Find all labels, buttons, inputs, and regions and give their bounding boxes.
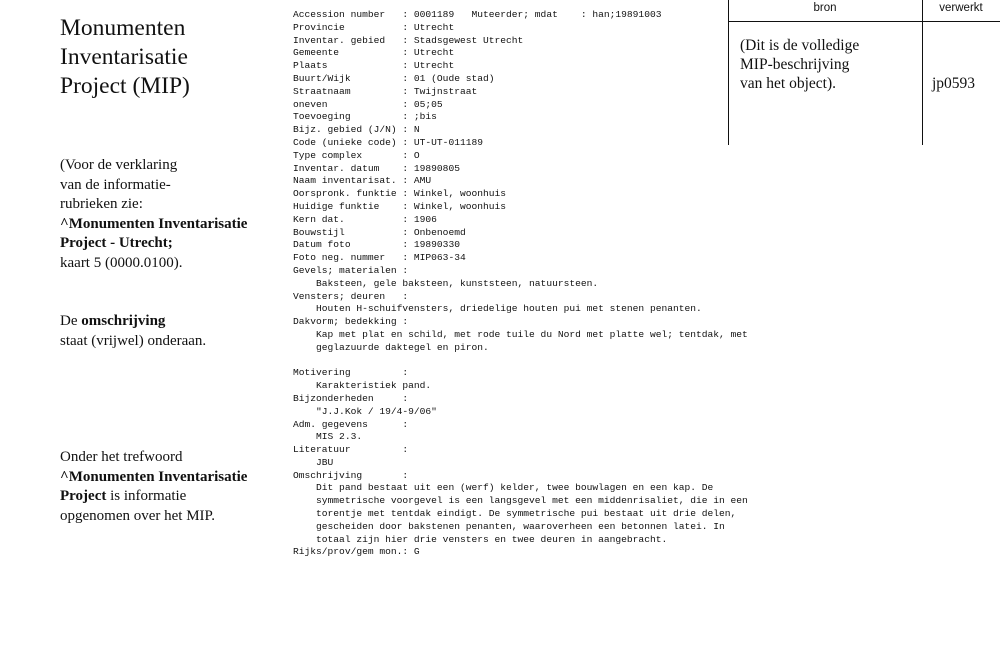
record-line: JBU xyxy=(293,456,334,468)
record-line: Gemeente : Utrecht xyxy=(293,47,455,59)
verwerkt-cell: jp0593 xyxy=(932,75,976,92)
note-line: van de informatie- xyxy=(60,176,171,193)
record-line: Straatnaam : Twijnstraat xyxy=(293,85,478,97)
record-line: Provincie : Utrecht xyxy=(293,21,455,33)
note-text: De xyxy=(60,313,82,329)
record-line: geglazuurde daktegel en piron. xyxy=(293,341,489,353)
record-line: Motivering : xyxy=(293,367,409,379)
side-table xyxy=(728,0,1000,145)
record-line: MIS 2.3. xyxy=(293,431,363,443)
record-line: Literatuur : xyxy=(293,444,409,456)
note-line xyxy=(60,487,285,507)
description-note xyxy=(60,312,285,351)
table-header-rule xyxy=(728,21,1000,22)
record-line: Inventar. gebied : Stadsgewest Utrecht xyxy=(293,34,524,46)
record-line: symmetrische voorgevel is een langsgevel met een middenrisaliet, die in een xyxy=(293,495,748,507)
note-line: rubrieken zie: xyxy=(60,196,143,212)
record-line: Bouwstijl : Onbenoemd xyxy=(293,226,466,238)
record-line: Foto neg. nummer : MIP063-34 xyxy=(293,252,466,264)
note-line xyxy=(60,312,285,332)
note-line: kaart 5 (0000.0100). xyxy=(60,254,183,271)
record-line: Bijz. gebied (J/N) : N xyxy=(293,124,420,136)
title-line: Inventarisatie xyxy=(60,44,188,70)
record-line: Buurt/Wijk : 01 (Oude stad) xyxy=(293,72,495,84)
record-line: Datum foto : 19890330 xyxy=(293,239,460,251)
record-line: oneven : 05;05 xyxy=(293,98,443,110)
record-line: Baksteen, gele baksteen, kunststeen, natuursteen. xyxy=(293,277,599,289)
record-line: Adm. gegevens : xyxy=(293,418,409,430)
record-line: Oorspronk. funktie : Winkel, woonhuis xyxy=(293,188,507,200)
note-text: is informatie xyxy=(106,488,187,504)
record-line: "J.J.Kok / 19/4-9/06" xyxy=(293,405,437,417)
record-line: Inventar. datum : 19890805 xyxy=(293,162,460,174)
record-line: Houten H-schuifvensters, driedelige houten pui met stenen penanten. xyxy=(293,303,702,315)
record-line: Bijzonderheden : xyxy=(293,392,409,404)
bron-line: MIP-beschrijving xyxy=(740,56,850,73)
note-line: Onder het trefwoord xyxy=(60,449,183,465)
reference-link-text: ^Monumenten Inventarisatie xyxy=(60,468,248,485)
record-line: Dakvorm; bedekking : xyxy=(293,316,409,328)
record-line: Naam inventarisat. : AMU xyxy=(293,175,432,187)
record-line: Huidige funktie : Winkel, woonhuis xyxy=(293,200,507,212)
explanation-note xyxy=(60,156,285,273)
title-line: Project (MIP) xyxy=(60,73,190,99)
note-line: opgenomen over het MIP. xyxy=(60,507,215,524)
page-title xyxy=(60,14,280,101)
note-emphasis: omschrijving xyxy=(81,313,166,329)
record-line: Toevoeging : ;bis xyxy=(293,111,437,123)
record-line: Omschrijving : xyxy=(293,469,409,481)
column-header-verwerkt: verwerkt xyxy=(939,2,983,14)
record-line: Kap met plat en schild, met rode tuile du Nord met platte wel; tentdak, met xyxy=(293,328,748,340)
keyword-note xyxy=(60,448,285,526)
reference-link-text: ^Monumenten Inventarisatie xyxy=(60,215,248,232)
record-line: Accession number : 0001189 Muteerder; mdat : han;19891003 xyxy=(293,9,662,20)
bron-line: (Dit is de volledige xyxy=(740,37,860,54)
record-line: torentje met tentdak eindigt. De symmetrische pui bestaat uit drie delen, xyxy=(293,508,737,520)
record-line: Gevels; materialen : xyxy=(293,264,409,276)
bron-line: van het object). xyxy=(740,75,836,92)
record-line: Dit pand bestaat uit een (werf) kelder, twee bouwlagen en een kap. De xyxy=(293,482,714,494)
record-line: Kern dat. : 1906 xyxy=(293,213,437,225)
note-line: (Voor de verklaring xyxy=(60,157,178,173)
record-line: Vensters; deuren : xyxy=(293,290,409,302)
bron-cell xyxy=(740,36,920,93)
record-line: gescheiden door bakstenen penanten, waaroverheen een betonnen latei. In xyxy=(293,520,725,532)
title-line: Monumenten xyxy=(60,15,186,41)
record-line: Plaats : Utrecht xyxy=(293,60,455,72)
column-header-bron: bron xyxy=(813,2,837,14)
record-line: totaal zijn hier drie vensters en twee deuren in aangebracht. xyxy=(293,533,668,545)
note-emphasis: Project xyxy=(60,488,107,504)
record-line xyxy=(293,355,748,368)
note-line: staat (vrijwel) onderaan. xyxy=(60,332,207,349)
record-line: Type complex : O xyxy=(293,149,420,161)
record-line: Karakteristiek pand. xyxy=(293,380,432,392)
record-line: Rijks/prov/gem mon.: G xyxy=(293,546,420,558)
reference-link-text: Project - Utrecht; xyxy=(60,235,173,251)
record-listing xyxy=(293,9,748,559)
record-line: Code (unieke code) : UT-UT-011189 xyxy=(293,136,483,148)
